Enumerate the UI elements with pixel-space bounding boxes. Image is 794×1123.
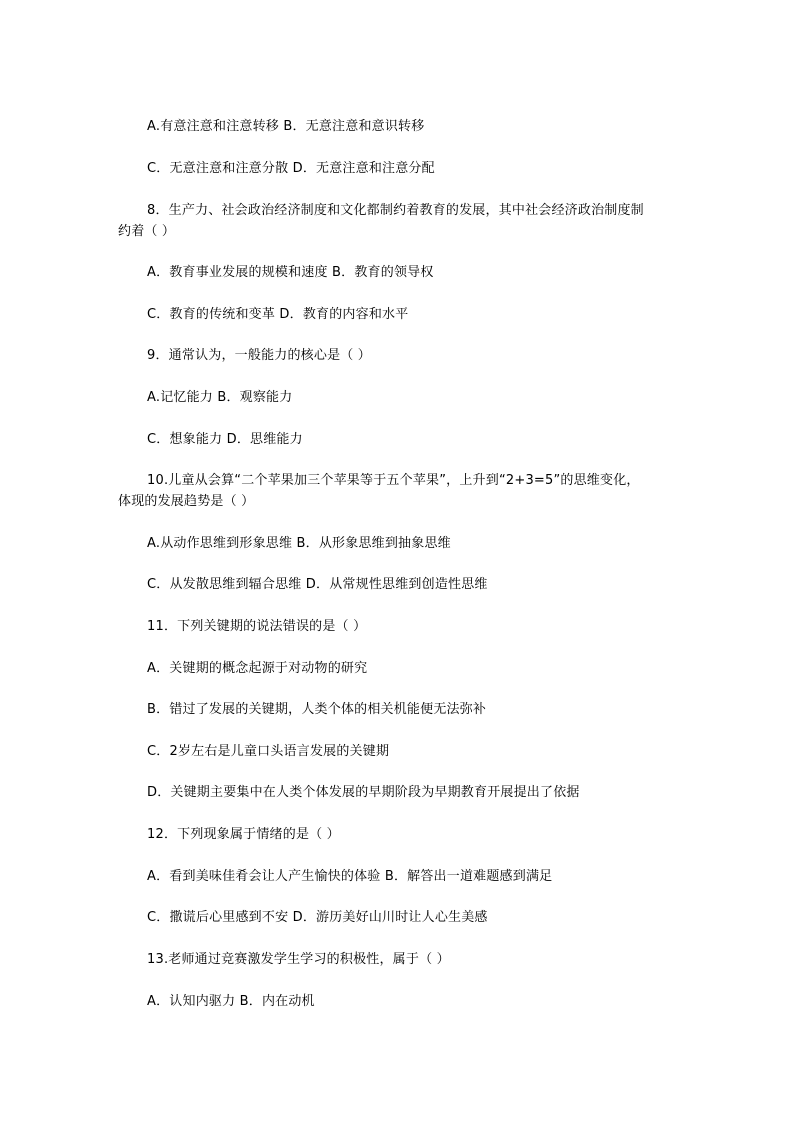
question-13: 13.老师通过竞赛激发学生学习的积极性，属于（ ） xyxy=(147,952,450,967)
option-line-12ab: A．看到美味佳肴会让人产生愉快的体验 B．解答出一道难题感到满足 xyxy=(147,869,553,884)
question-10-line-1: 10.儿童从会算“二个苹果加三个苹果等于五个苹果”，上升到“2+3=5”的思维变化， xyxy=(147,473,640,488)
option-line-7ab: A.有意注意和注意转移 B．无意注意和意识转移 xyxy=(147,119,425,134)
question-12: 12．下列现象属于情绪的是（ ） xyxy=(147,827,340,842)
option-line-10ab: A.从动作思维到形象思维 B．从形象思维到抽象思维 xyxy=(147,536,451,551)
option-line-13ab: A．认知内驱力 B．内在动机 xyxy=(147,994,315,1009)
option-line-11a: A．关键期的概念起源于对动物的研究 xyxy=(147,661,368,676)
option-line-7cd: C．无意注意和注意分散 D．无意注意和注意分配 xyxy=(147,161,435,176)
question-8-line-1: 8．生产力、社会政治经济制度和文化都制约着教育的发展，其中社会经济政治制度制 xyxy=(147,203,644,218)
option-line-11b: B．错过了发展的关键期，人类个体的相关机能便无法弥补 xyxy=(147,702,487,717)
question-9: 9．通常认为，一般能力的核心是（ ） xyxy=(147,348,372,363)
option-line-11d: D．关键期主要集中在人类个体发展的早期阶段为早期教育开展提出了依据 xyxy=(147,785,580,800)
question-11: 11．下列关键期的说法错误的是（ ） xyxy=(147,619,367,634)
question-8-line-2: 约着（ ） xyxy=(118,224,176,239)
option-line-8ab: A．教育事业发展的规模和速度 B．教育的领导权 xyxy=(147,265,434,280)
option-line-9ab: A.记忆能力 B．观察能力 xyxy=(147,390,293,405)
option-line-8cd: C．教育的传统和变革 D．教育的内容和水平 xyxy=(147,307,409,322)
option-line-9cd: C．想象能力 D．思维能力 xyxy=(147,432,303,447)
question-10-line-2: 体现的发展趋势是（ ） xyxy=(118,494,255,509)
option-line-12cd: C．撒谎后心里感到不安 D．游历美好山川时让人心生美感 xyxy=(147,910,488,925)
option-line-10cd: C．从发散思维到辐合思维 D．从常规性思维到创造性思维 xyxy=(147,577,488,592)
option-line-11c: C．2岁左右是儿童口头语言发展的关键期 xyxy=(147,744,390,759)
